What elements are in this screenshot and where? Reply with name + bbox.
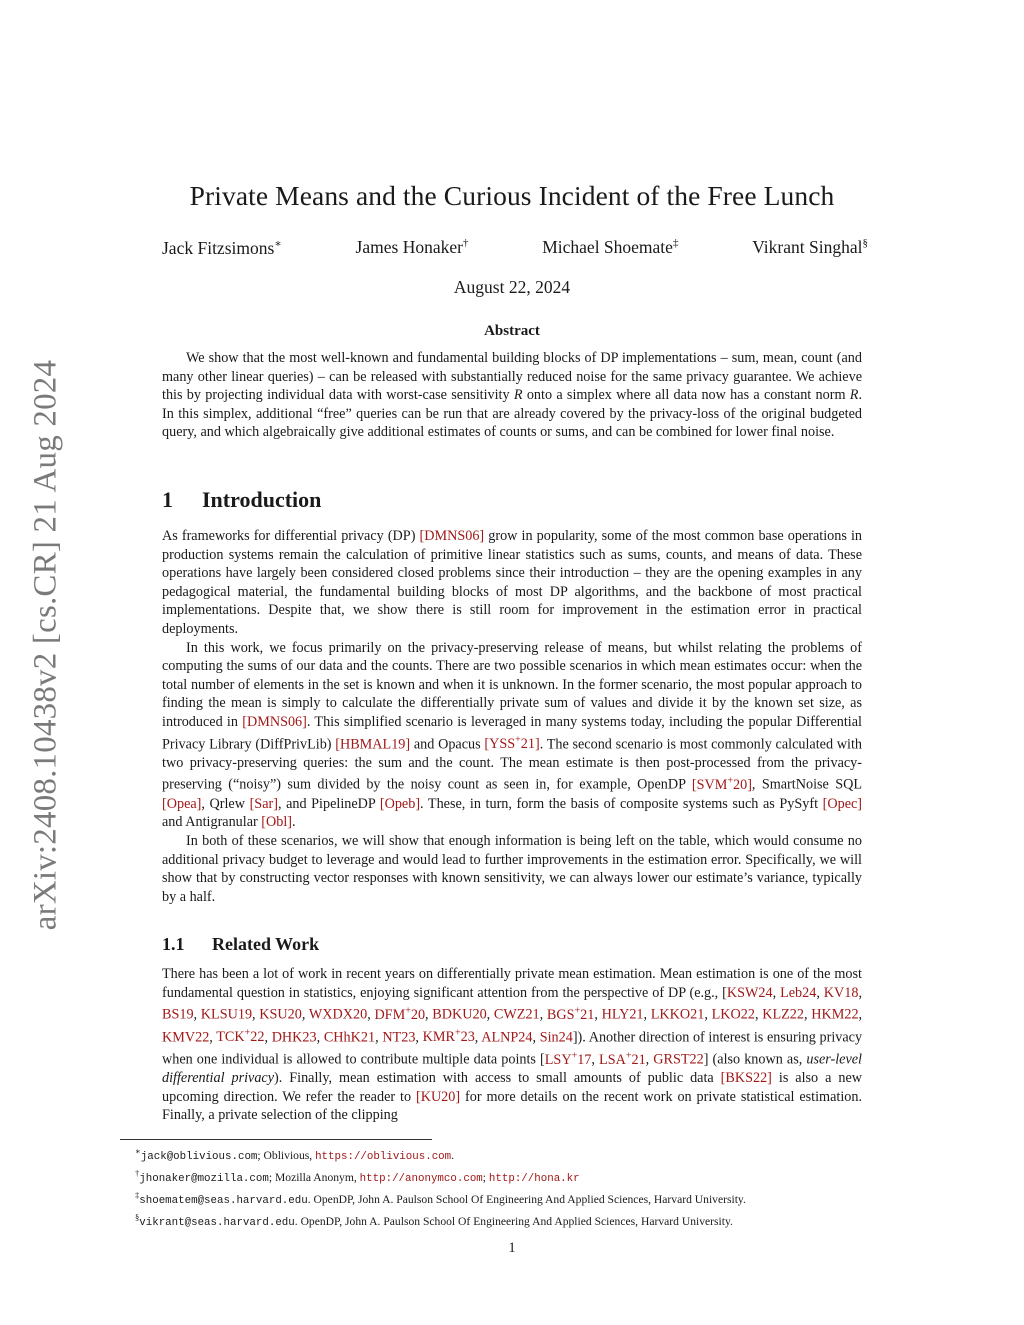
abstract-heading: Abstract (484, 323, 540, 339)
citation-link[interactable]: LKO22 (711, 1006, 755, 1023)
citation-link[interactable]: [SVM+20] (691, 775, 752, 794)
citation-link[interactable]: BGS+21 (546, 1005, 595, 1023)
citation-link[interactable]: LKKO21 (650, 1006, 705, 1023)
citation-link[interactable]: NT23 (382, 1029, 416, 1046)
citation-link[interactable]: [Sar] (249, 795, 278, 812)
footnote-mark[interactable]: ‡ (672, 237, 679, 250)
math-variable: R (513, 387, 523, 404)
section-number: 1 (162, 487, 173, 512)
citation-link[interactable]: BS19 (162, 1006, 194, 1023)
footnote-rule (120, 1139, 432, 1140)
arxiv-identifier[interactable]: arXiv:2408.10438v2 [cs.CR] 21 Aug 2024 (27, 359, 64, 931)
citation-link[interactable]: KSW24 (726, 984, 773, 1001)
citation-link[interactable]: [DMNS06] (242, 713, 307, 730)
math-variable: R (849, 387, 859, 404)
author: Jack Fitzsimons∗ (162, 237, 282, 258)
author: Vikrant Singhal§ (752, 237, 868, 257)
footnote: †jhonaker@mozilla.com; Mozilla Anonym, http://anonymco.com; http://hona.kr (135, 1168, 580, 1185)
citation-link[interactable]: [BKS22] (720, 1070, 772, 1087)
citation-link[interactable]: KMV22 (162, 1029, 210, 1046)
section-heading-introduction (162, 487, 321, 513)
citation-list: KSW24, Leb24, KV18, BS19, KLSU19, KSU20, WXDX20, DFM+20, BDKU20, CWZ21, BGS+21, HLY21, LKKO21, LKO22, KLZ22, HKM22, KMV22, TCK+22, DHK23, CHhK21, NT23, KMR+23, ALNP24, Sin24 (162, 984, 863, 1046)
footnote: §vikrant@seas.harvard.edu. OpenDP, John A. Paulson School Of Engineering And Applied Sciences, Harvard University. (135, 1212, 733, 1230)
citation-link[interactable]: [DMNS06] (419, 528, 485, 544)
citation-link[interactable]: KLSU19 (200, 1006, 253, 1023)
citation-link[interactable]: [KU20] (415, 1088, 461, 1105)
author: Michael Shoemate‡ (542, 237, 679, 257)
citation-link[interactable]: DFM+20 (374, 1005, 426, 1023)
footnote-link[interactable]: http://hona.kr (488, 1172, 580, 1185)
citation-link[interactable]: [Obl] (261, 814, 293, 831)
section-title: Introduction (202, 487, 322, 512)
citation-link[interactable]: HLY21 (601, 1006, 644, 1023)
citation-link[interactable]: DHK23 (271, 1029, 317, 1046)
related-work-body (162, 965, 862, 1125)
citation-link[interactable]: [YSS+21] (484, 734, 540, 753)
citation-link[interactable]: WXDX20 (308, 1006, 368, 1023)
citation-link[interactable]: KMR+23 (422, 1027, 475, 1046)
citation-link[interactable]: LSA+21 (599, 1049, 646, 1068)
citation-link[interactable]: TCK+22 (216, 1027, 265, 1046)
paragraph: There has been a lot of work in recent years on differentially private mean estimation. Mean estimation is one of the most fundamental question in statistics, enjoying significant attention from the perspective of DP (e.g., [KSW24, Leb24, KV18, BS19, KLSU19, KSU20, WXDX20, DFM+20, BDKU20, CWZ21, BGS+21, HLY21, LKKO21, LKO22, KLZ22, HKM22, KMV22, TCK+22, DHK23, CHhK21, NT23, KMR+23, ALNP24, Sin24]). Another direction of interest is ensuring privacy when one individual is allowed to contribute multiple data points [LSY+17, LSA+21, GRST22] (also known as, user-level differential privacy). Finally, mean estimation with access to small amounts of public data [BKS22] is also a new upcoming direction. We refer the reader to [KU20] for more details on the recent work on private statistical estimation. Finally, a private selection of the clipping (162, 966, 863, 1124)
author-list (162, 237, 868, 259)
footnote: ∗jack@oblivious.com; Oblivious, https://oblivious.com. (135, 1146, 455, 1163)
citation-link[interactable]: KV18 (823, 984, 859, 1001)
email[interactable]: jack@oblivious.com (140, 1150, 258, 1163)
citation-link[interactable]: Sin24 (539, 1029, 573, 1046)
citation-link[interactable]: GRST22 (653, 1051, 704, 1068)
paragraph: In both of these scenarios, we will show that enough information is being left on the table, which would consume no additional privacy budget to leverage and would lead to further improvements in the estimation error. Specifically, we will show that by constructing vector responses with known sensitivity, we can always lower our estimate’s variance, typically by a half. (162, 832, 862, 905)
citation-link[interactable]: [Opec] (822, 795, 863, 812)
abstract-paragraph: We show that the most well-known and fundamental building blocks of DP implementations – sum, mean, count (and many other linear queries) – can be released with substantially reduced noise for the same privacy guarantee. We achieve this by projecting individual data with worst-case sensitivity R onto a simplex where all data now has a constant norm R. In this simplex, additional “free” queries can be run that are already covered by the privacy-loss of the original budgeted query, and which algebraically give additional estimates of counts or sums, and can be combined for lower final noise. (162, 350, 862, 441)
author: James Honaker† (355, 237, 469, 257)
footnote: ‡shoematem@seas.harvard.edu. OpenDP, John A. Paulson School Of Engineering And Applied Sciences, Harvard University. (135, 1190, 746, 1207)
abstract-body (162, 349, 862, 442)
footnote-mark[interactable]: ∗ (274, 238, 282, 250)
paragraph: As frameworks for differential privacy (DP) [DMNS06] grow in popularity, some of the most common base operations in production systems remain the calculation of primitive linear statistics such as sums, counts, and means of data. These operations have largely been considered closed problems since their introduction – they are the opening examples in any pedagogical material, the fundamental building blocks of most DP algorithms, and the backbone of most practical implementations. Despite that, we show there is still room for improvement in the estimation error in practical deployments. (162, 528, 862, 637)
citation-link[interactable]: CHhK21 (323, 1029, 376, 1046)
citation-link[interactable]: HKM22 (811, 1006, 859, 1023)
introduction-body (162, 527, 862, 906)
citation-link[interactable]: KSU20 (259, 1006, 302, 1023)
page-number: 1 (508, 1240, 516, 1256)
citation-link[interactable]: [Opea] (162, 795, 202, 812)
paper-date: August 22, 2024 (453, 277, 571, 297)
citation-link[interactable]: Leb24 (780, 984, 817, 1001)
section-title: Related Work (212, 934, 320, 954)
paper-title: Private Means and the Curious Incident of the Free Lunch (189, 180, 835, 211)
email[interactable]: shoematem@seas.harvard.edu (139, 1194, 308, 1207)
citation-link[interactable]: [Opeb] (379, 795, 421, 812)
footnote-link[interactable]: https://oblivious.com (315, 1150, 452, 1163)
section-number: 1.1 (162, 934, 185, 954)
section-heading-related-work (162, 934, 319, 955)
emphasized-term: user-level differential privacy (162, 1051, 862, 1087)
email[interactable]: jhonaker@mozilla.com (139, 1172, 269, 1185)
footnotes (135, 1143, 915, 1231)
paragraph: In this work, we focus primarily on the privacy-preserving release of means, but whilst relating the problems of computing the sums of our data and the counts. There are two possible scenarios in which mean estimates occur: when the total number of elements in the set is known and when it is unknown. In the former scenario, the most popular approach to finding the mean is simply to calculate the differentially private sum of values and divide it by the known set size, as introduced in [DMNS06]. This simplified scenario is leveraged in many systems today, including the popular Differential Privacy Library (DiffPrivLib) [HBMAL19] and Opacus [YSS+21]. The second scenario is most commonly calculated with two privacy-preserving queries: the sum and the count. The mean estimate is then post-processed from the privacy-preserving (“noisy”) sum divided by the noisy count as seen in, for example, OpenDP [SVM+20], SmartNoise SQL [Opea], Qrlew [Sar], and PipelineDP [Opeb]. These, in turn, form the basis of composite systems such as PySyft [Opec] and Antigranular [Obl]. (162, 639, 863, 831)
email[interactable]: vikrant@seas.harvard.edu (139, 1217, 295, 1230)
citation-link[interactable]: BDKU20 (432, 1006, 487, 1023)
citation-link[interactable]: KLZ22 (762, 1006, 804, 1023)
footnote-mark[interactable]: † (462, 237, 469, 250)
footnote-link[interactable]: http://anonymco.com (359, 1172, 483, 1185)
citation-link[interactable]: [HBMAL19] (335, 736, 411, 753)
citation-link[interactable]: ALNP24 (481, 1029, 533, 1046)
citation-link[interactable]: LSY+17 (544, 1049, 592, 1068)
citation-link[interactable]: CWZ21 (493, 1006, 540, 1023)
footnote-mark[interactable]: § (862, 237, 868, 250)
citation-list: LSY+17, LSA+21, GRST22 (544, 1049, 704, 1068)
